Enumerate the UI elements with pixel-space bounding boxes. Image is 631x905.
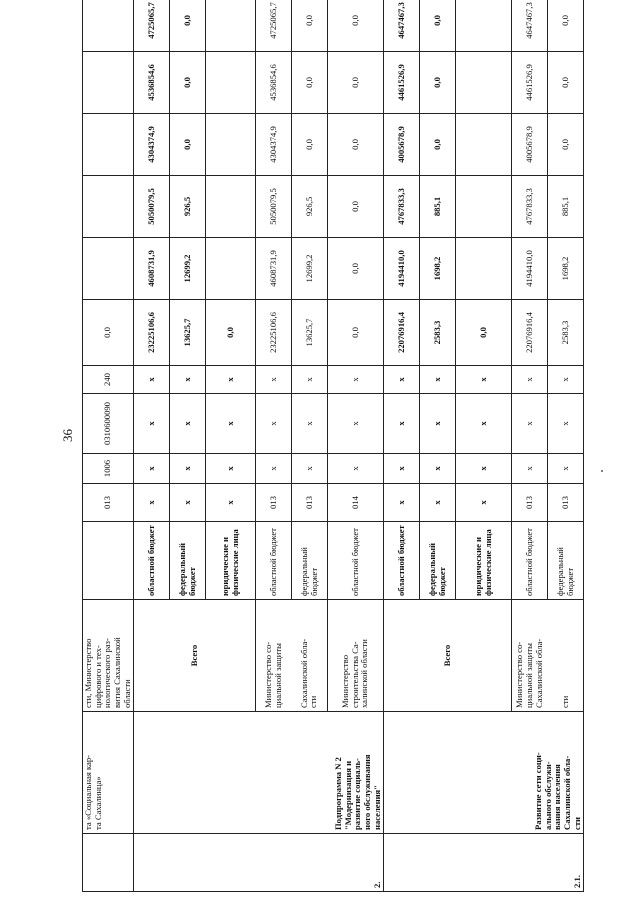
table-row bbox=[384, 0, 420, 892]
cell-y2024 bbox=[83, 52, 134, 114]
cell-y2025: 4647467,3 bbox=[512, 0, 548, 52]
cell-executor: Министерство со- циальной защиты bbox=[256, 600, 292, 712]
cell-y2021: 4608731,9 bbox=[134, 238, 170, 300]
cell-csr: x bbox=[256, 394, 292, 454]
cell-y2025: 4725065,7 bbox=[256, 0, 292, 52]
cell-y2023: 0,0 bbox=[548, 114, 584, 176]
cell-y2025: 0,0 bbox=[420, 0, 456, 52]
scan-speck bbox=[601, 470, 603, 472]
cell-y2025: 0,0 bbox=[548, 0, 584, 52]
cell-rz-pr: x bbox=[170, 454, 206, 484]
cell-y2023 bbox=[83, 114, 134, 176]
cell-y2024 bbox=[206, 52, 256, 114]
cell-grbs: 014 bbox=[328, 484, 384, 522]
cell-y2020: 2583,3 bbox=[420, 300, 456, 366]
cell-y2020: 22076916,4 bbox=[512, 300, 548, 366]
program-number: 2. bbox=[134, 834, 384, 892]
cell-y2025: 4725065,7 bbox=[134, 0, 170, 52]
cell-y2025 bbox=[456, 0, 512, 52]
cell-grbs: 013 bbox=[512, 484, 548, 522]
cell-y2020: 2583,3 bbox=[548, 300, 584, 366]
cell-grbs: 013 bbox=[292, 484, 328, 522]
table-row bbox=[134, 0, 170, 892]
cell-name: та «Социальная кар- та Сахалинца» bbox=[83, 712, 134, 834]
cell-y2024: 0,0 bbox=[548, 52, 584, 114]
cell-csr: x bbox=[512, 394, 548, 454]
cell-rz-pr: x bbox=[548, 454, 584, 484]
cell-grbs: x bbox=[206, 484, 256, 522]
cell-y2024: 0,0 bbox=[420, 52, 456, 114]
rotated-table-region bbox=[82, 2, 582, 892]
cell-y2024: 0,0 bbox=[170, 52, 206, 114]
cell-y2021: 1698,2 bbox=[420, 238, 456, 300]
cell-grbs: 013 bbox=[256, 484, 292, 522]
total-label: Всего bbox=[384, 600, 512, 712]
cell-rz-pr: x bbox=[134, 454, 170, 484]
cell-y2024: 4536854,6 bbox=[256, 52, 292, 114]
cell-rz-pr: x bbox=[512, 454, 548, 484]
cell-vr: x bbox=[456, 366, 512, 394]
cell-y2023: 4304374,9 bbox=[256, 114, 292, 176]
cell-y2020: 23225106,6 bbox=[134, 300, 170, 366]
cell-y2020: 13625,7 bbox=[292, 300, 328, 366]
cell-csr: x bbox=[134, 394, 170, 454]
cell-y2021: 0,0 bbox=[328, 238, 384, 300]
cell-grbs: x bbox=[384, 484, 420, 522]
table-rotation-frame bbox=[82, 2, 582, 892]
cell-grbs: 013 bbox=[83, 484, 134, 522]
cell-executor: сти, Министерство цифрового и тех- нологического раз- вития Сахалинской области bbox=[83, 600, 134, 712]
cell-csr: x bbox=[328, 394, 384, 454]
cell-rz-pr: 1006 bbox=[83, 454, 134, 484]
cell-y2025: 0,0 bbox=[328, 0, 384, 52]
cell-y2022: 0,0 bbox=[328, 176, 384, 238]
cell-y2024: 4536854,6 bbox=[134, 52, 170, 114]
cell-y2022: 5050079,5 bbox=[256, 176, 292, 238]
cell-y2023: 4304374,9 bbox=[134, 114, 170, 176]
cell-y2020: 22076916,4 bbox=[384, 300, 420, 366]
cell-y2022: 885,1 bbox=[420, 176, 456, 238]
program-name: Подпрограмма N 2 "Модернизация и развитие социаль- ного обслуживания населения" bbox=[134, 712, 384, 834]
cell-vr: x bbox=[512, 366, 548, 394]
cell-y2022 bbox=[456, 176, 512, 238]
cell-source bbox=[83, 522, 134, 600]
cell-y2021 bbox=[83, 238, 134, 300]
table-row bbox=[83, 0, 134, 892]
cell-y2022 bbox=[206, 176, 256, 238]
cell-y2021: 12699,2 bbox=[292, 238, 328, 300]
cell-y2023: 0,0 bbox=[420, 114, 456, 176]
cell-rz-pr: x bbox=[384, 454, 420, 484]
cell-y2023: 4005678,9 bbox=[512, 114, 548, 176]
cell-source: федеральный бюджет bbox=[170, 522, 206, 600]
cell-y2023 bbox=[206, 114, 256, 176]
cell-y2024: 4461526,9 bbox=[384, 52, 420, 114]
cell-vr: x bbox=[170, 366, 206, 394]
cell-csr: x bbox=[384, 394, 420, 454]
cell-executor: сти bbox=[548, 600, 584, 712]
cell-source: областной бюджет bbox=[384, 522, 420, 600]
cell-y2023: 4005678,9 bbox=[384, 114, 420, 176]
cell-y2021 bbox=[456, 238, 512, 300]
cell-num bbox=[83, 834, 134, 892]
cell-y2025 bbox=[83, 0, 134, 52]
cell-source: областной бюджет bbox=[512, 522, 548, 600]
cell-vr: x bbox=[256, 366, 292, 394]
cell-executor: Министерство строительства Са- халинской области bbox=[328, 600, 384, 712]
cell-source: федеральный бюджет bbox=[420, 522, 456, 600]
cell-y2024: 0,0 bbox=[328, 52, 384, 114]
cell-vr: x bbox=[328, 366, 384, 394]
total-label: Всего bbox=[134, 600, 256, 712]
cell-y2020: 0,0 bbox=[206, 300, 256, 366]
cell-vr: x bbox=[548, 366, 584, 394]
cell-y2024 bbox=[456, 52, 512, 114]
cell-source: областной бюджет bbox=[256, 522, 292, 600]
cell-grbs: x bbox=[420, 484, 456, 522]
cell-source: федеральный бюджет bbox=[292, 522, 328, 600]
cell-source: юридические и физические лица bbox=[456, 522, 512, 600]
cell-y2020: 23225106,6 bbox=[256, 300, 292, 366]
cell-source: областной бюджет bbox=[134, 522, 170, 600]
event-name: Развитие сети соци- ального обслужи- вания населения Сахалинской обла- сти bbox=[384, 712, 584, 834]
cell-y2025: 0,0 bbox=[170, 0, 206, 52]
cell-y2020: 0,0 bbox=[328, 300, 384, 366]
page-number: 36 bbox=[60, 429, 75, 442]
cell-source: юридические и физические лица bbox=[206, 522, 256, 600]
cell-y2022: 4767833,3 bbox=[512, 176, 548, 238]
cell-y2023: 0,0 bbox=[292, 114, 328, 176]
cell-vr: x bbox=[384, 366, 420, 394]
cell-y2022: 885,1 bbox=[548, 176, 584, 238]
cell-rz-pr: x bbox=[292, 454, 328, 484]
cell-y2021: 1698,2 bbox=[548, 238, 584, 300]
cell-y2022: 926,5 bbox=[170, 176, 206, 238]
cell-y2021: 4194410,0 bbox=[384, 238, 420, 300]
cell-csr: x bbox=[420, 394, 456, 454]
cell-y2020: 0,0 bbox=[456, 300, 512, 366]
cell-y2023 bbox=[456, 114, 512, 176]
event-number: 2.1. bbox=[384, 834, 584, 892]
cell-y2023: 0,0 bbox=[170, 114, 206, 176]
cell-csr: 0310600090 bbox=[83, 394, 134, 454]
budget-table bbox=[82, 0, 584, 892]
cell-y2020: 0,0 bbox=[83, 300, 134, 366]
cell-grbs: x bbox=[134, 484, 170, 522]
cell-rz-pr: x bbox=[256, 454, 292, 484]
cell-executor: Министерство со- циальной защиты Сахалинской обла- bbox=[512, 600, 548, 712]
cell-csr: x bbox=[206, 394, 256, 454]
cell-rz-pr: x bbox=[328, 454, 384, 484]
cell-y2022: 4767833,3 bbox=[384, 176, 420, 238]
cell-vr: x bbox=[420, 366, 456, 394]
cell-y2021: 12699,2 bbox=[170, 238, 206, 300]
cell-y2024: 0,0 bbox=[292, 52, 328, 114]
cell-vr: x bbox=[134, 366, 170, 394]
cell-vr: x bbox=[206, 366, 256, 394]
cell-y2022: 5050079,5 bbox=[134, 176, 170, 238]
cell-y2021: 4608731,9 bbox=[256, 238, 292, 300]
cell-executor: Сахалинской обла- сти bbox=[292, 600, 328, 712]
cell-grbs: x bbox=[170, 484, 206, 522]
cell-y2021 bbox=[206, 238, 256, 300]
cell-csr: x bbox=[548, 394, 584, 454]
cell-y2023: 0,0 bbox=[328, 114, 384, 176]
cell-y2021: 4194410,0 bbox=[512, 238, 548, 300]
cell-y2025: 4647467,3 bbox=[384, 0, 420, 52]
cell-y2022: 926,5 bbox=[292, 176, 328, 238]
cell-y2020: 13625,7 bbox=[170, 300, 206, 366]
cell-rz-pr: x bbox=[206, 454, 256, 484]
cell-vr: x bbox=[292, 366, 328, 394]
cell-vr: 240 bbox=[83, 366, 134, 394]
cell-rz-pr: x bbox=[420, 454, 456, 484]
cell-csr: x bbox=[170, 394, 206, 454]
cell-source: федеральный бюджет bbox=[548, 522, 584, 600]
cell-y2025 bbox=[206, 0, 256, 52]
cell-grbs: x bbox=[456, 484, 512, 522]
cell-y2025: 0,0 bbox=[292, 0, 328, 52]
cell-y2024: 4461526,9 bbox=[512, 52, 548, 114]
cell-csr: x bbox=[456, 394, 512, 454]
cell-source: областной бюджет bbox=[328, 522, 384, 600]
cell-y2022 bbox=[83, 176, 134, 238]
cell-rz-pr: x bbox=[456, 454, 512, 484]
cell-csr: x bbox=[292, 394, 328, 454]
cell-grbs: 013 bbox=[548, 484, 584, 522]
